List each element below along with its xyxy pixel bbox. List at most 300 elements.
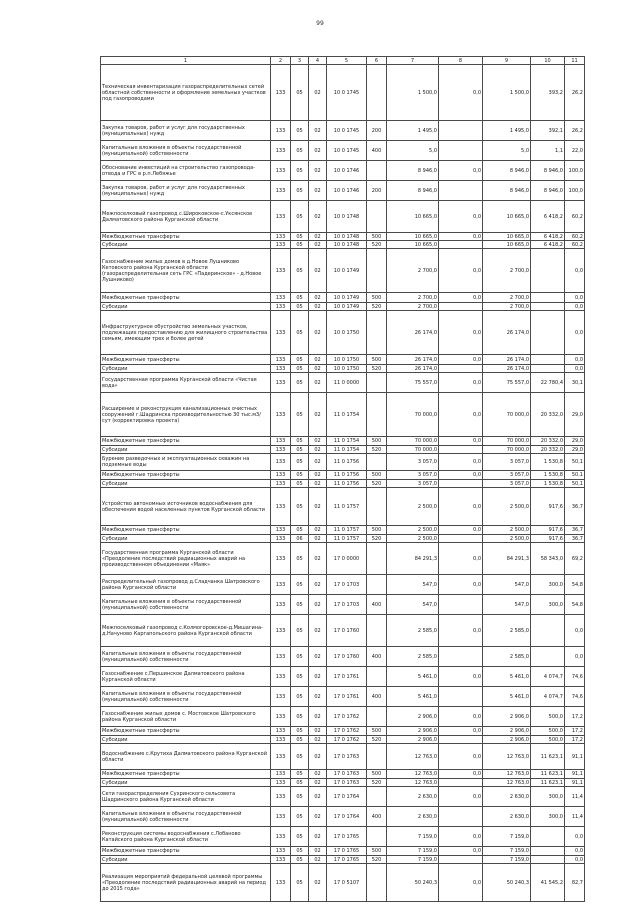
cell-section: 05 — [291, 181, 309, 201]
header-cell: 11 — [565, 57, 585, 65]
cell-target: 11 0 1754 — [327, 393, 367, 437]
cell-expense-type — [367, 201, 387, 233]
cell-percent: 50,1 — [565, 471, 585, 480]
cell-target: 11 0 1757 — [327, 488, 367, 526]
cell-executed — [531, 365, 565, 373]
cell-change — [439, 647, 483, 667]
cell-executed: 917,6 — [531, 535, 565, 543]
cell-change: 0,0 — [439, 847, 483, 856]
cell-target: 11 0 1756 — [327, 471, 367, 480]
cell-change: 0,0 — [439, 355, 483, 365]
cell-name: Капитальные вложения в объекты государственной (муниципальной) собственности — [101, 595, 271, 615]
cell-section: 05 — [291, 355, 309, 365]
cell-percent: 22,0 — [565, 141, 585, 161]
cell-expense-type — [367, 667, 387, 687]
cell-percent: 0,0 — [565, 615, 585, 647]
cell-admin: 133 — [271, 543, 291, 575]
cell-plan: 3 057,0 — [483, 454, 531, 471]
cell-expense-type: 500 — [367, 526, 387, 535]
cell-plan: 2 630,0 — [483, 787, 531, 807]
cell-target: 11 0 1754 — [327, 446, 367, 454]
cell-admin: 133 — [271, 687, 291, 707]
cell-subsection: 02 — [309, 736, 327, 744]
cell-expense-type: 520 — [367, 779, 387, 787]
cell-change: 0,0 — [439, 201, 483, 233]
cell-section: 05 — [291, 687, 309, 707]
cell-executed: 393,2 — [531, 65, 565, 121]
table-row — [101, 575, 585, 595]
cell-executed: 500,0 — [531, 736, 565, 744]
cell-section: 05 — [291, 161, 309, 181]
cell-executed — [531, 827, 565, 847]
cell-name: Государственная программа Курганской области «Преодоление последствий радиационных аварий на производственном объединении «Маяк» — [101, 543, 271, 575]
table-row — [101, 787, 585, 807]
cell-admin: 133 — [271, 647, 291, 667]
cell-plan: 70 000,0 — [483, 446, 531, 454]
cell-plan: 8 946,0 — [483, 181, 531, 201]
cell-approved: 8 946,0 — [387, 161, 439, 181]
cell-change: 0,0 — [439, 373, 483, 393]
cell-target: 17 0 1760 — [327, 647, 367, 667]
cell-name: Бурение разведочных и эксплуатационных скважин на подземные воды — [101, 454, 271, 471]
cell-change: 0,0 — [439, 864, 483, 902]
cell-plan: 70 000,0 — [483, 437, 531, 446]
cell-percent: 11,4 — [565, 787, 585, 807]
cell-approved: 26 174,0 — [387, 365, 439, 373]
table-row — [101, 365, 585, 373]
cell-target: 17 0 5107 — [327, 864, 367, 902]
cell-admin: 133 — [271, 770, 291, 779]
cell-percent: 36,7 — [565, 535, 585, 543]
cell-percent: 0,0 — [565, 827, 585, 847]
cell-approved: 12 763,0 — [387, 779, 439, 787]
cell-admin: 133 — [271, 437, 291, 446]
cell-section: 05 — [291, 770, 309, 779]
cell-admin: 133 — [271, 480, 291, 488]
cell-approved: 70 000,0 — [387, 393, 439, 437]
cell-plan: 2 500,0 — [483, 526, 531, 535]
cell-subsection: 02 — [309, 373, 327, 393]
cell-approved: 3 057,0 — [387, 471, 439, 480]
table-row — [101, 373, 585, 393]
table-row — [101, 864, 585, 902]
cell-expense-type: 200 — [367, 121, 387, 141]
cell-admin: 133 — [271, 827, 291, 847]
cell-name: Межбюджетные трансферты — [101, 847, 271, 856]
cell-executed: 300,0 — [531, 575, 565, 595]
cell-percent: 74,6 — [565, 687, 585, 707]
cell-expense-type: 520 — [367, 365, 387, 373]
cell-name: Межбюджетные трансферты — [101, 293, 271, 303]
cell-change: 0,0 — [439, 249, 483, 293]
cell-name: Межбюджетные трансферты — [101, 437, 271, 446]
cell-admin: 133 — [271, 667, 291, 687]
header-cell: 6 — [367, 57, 387, 65]
table-row — [101, 65, 585, 121]
cell-plan: 2 585,0 — [483, 615, 531, 647]
cell-change — [439, 480, 483, 488]
cell-percent: 30,1 — [565, 373, 585, 393]
cell-name: Техническая инвентаризация газораспределительных сетей областной собственности и оформление земельных участков под газопроводами — [101, 65, 271, 121]
table-row — [101, 535, 585, 543]
cell-admin: 133 — [271, 787, 291, 807]
cell-admin: 133 — [271, 779, 291, 787]
cell-approved: 2 906,0 — [387, 707, 439, 727]
cell-change — [439, 595, 483, 615]
cell-change: 0,0 — [439, 727, 483, 736]
cell-target: 11 0 1754 — [327, 437, 367, 446]
cell-percent: 0,0 — [565, 355, 585, 365]
cell-name: Межбюджетные трансферты — [101, 355, 271, 365]
cell-change — [439, 365, 483, 373]
cell-executed: 41 545,2 — [531, 864, 565, 902]
cell-section: 05 — [291, 615, 309, 647]
cell-plan: 75 557,0 — [483, 373, 531, 393]
cell-subsection: 02 — [309, 787, 327, 807]
table-row — [101, 454, 585, 471]
cell-admin: 133 — [271, 355, 291, 365]
cell-plan: 50 240,3 — [483, 864, 531, 902]
cell-name: Межбюджетные трансферты — [101, 471, 271, 480]
cell-expense-type — [367, 707, 387, 727]
cell-section: 05 — [291, 311, 309, 355]
cell-change: 0,0 — [439, 787, 483, 807]
cell-percent: 29,0 — [565, 437, 585, 446]
cell-name: Газоснабжение жилых домов с. Мостовское Шатровского района Курганской области — [101, 707, 271, 727]
cell-approved: 3 057,0 — [387, 480, 439, 488]
cell-subsection: 02 — [309, 454, 327, 471]
cell-admin: 133 — [271, 615, 291, 647]
table-row — [101, 736, 585, 744]
cell-name: Обоснование инвестиций на строительство газопровода-отвода и ГРС в р.п.Лебяжье — [101, 161, 271, 181]
cell-approved: 2 700,0 — [387, 303, 439, 311]
cell-percent: 0,0 — [565, 303, 585, 311]
cell-approved: 3 057,0 — [387, 454, 439, 471]
cell-executed: 8 946,0 — [531, 161, 565, 181]
cell-name: Субсидии — [101, 535, 271, 543]
cell-section: 05 — [291, 847, 309, 856]
cell-subsection: 02 — [309, 293, 327, 303]
cell-subsection: 02 — [309, 480, 327, 488]
cell-subsection: 02 — [309, 543, 327, 575]
cell-target: 10 0 1748 — [327, 201, 367, 233]
cell-expense-type — [367, 744, 387, 770]
cell-plan: 12 763,0 — [483, 770, 531, 779]
cell-executed: 6 418,2 — [531, 233, 565, 241]
cell-executed — [531, 615, 565, 647]
header-row — [101, 57, 585, 65]
cell-expense-type — [367, 311, 387, 355]
cell-expense-type — [367, 615, 387, 647]
table-row — [101, 770, 585, 779]
cell-plan: 12 763,0 — [483, 779, 531, 787]
cell-target: 11 0 1757 — [327, 535, 367, 543]
cell-expense-type — [367, 65, 387, 121]
cell-target: 17 0 0000 — [327, 543, 367, 575]
cell-target: 10 0 1750 — [327, 365, 367, 373]
cell-name: Инфраструктурное обустройство земельных участков, подлежащих предоставлению для жилищного строительства семьям, имеющим трех и более детей — [101, 311, 271, 355]
cell-expense-type — [367, 488, 387, 526]
cell-change: 0,0 — [439, 543, 483, 575]
cell-expense-type: 520 — [367, 303, 387, 311]
cell-expense-type: 500 — [367, 770, 387, 779]
cell-subsection: 02 — [309, 365, 327, 373]
cell-expense-type — [367, 827, 387, 847]
cell-admin: 133 — [271, 575, 291, 595]
cell-subsection: 02 — [309, 807, 327, 827]
cell-subsection: 02 — [309, 707, 327, 727]
cell-name: Субсидии — [101, 303, 271, 311]
table-row — [101, 355, 585, 365]
cell-target: 10 0 1745 — [327, 141, 367, 161]
cell-section: 05 — [291, 744, 309, 770]
cell-change: 0,0 — [439, 526, 483, 535]
header-cell: 9 — [483, 57, 531, 65]
cell-approved: 5 461,0 — [387, 687, 439, 707]
table-row — [101, 303, 585, 311]
cell-section: 05 — [291, 121, 309, 141]
cell-plan: 547,0 — [483, 595, 531, 615]
cell-plan: 2 585,0 — [483, 647, 531, 667]
cell-plan: 3 057,0 — [483, 471, 531, 480]
cell-expense-type — [367, 575, 387, 595]
cell-subsection: 02 — [309, 201, 327, 233]
table-row — [101, 241, 585, 249]
cell-percent: 74,6 — [565, 667, 585, 687]
cell-section: 05 — [291, 373, 309, 393]
table-row — [101, 293, 585, 303]
cell-executed: 1 530,8 — [531, 480, 565, 488]
cell-subsection: 02 — [309, 727, 327, 736]
cell-subsection: 02 — [309, 311, 327, 355]
cell-admin: 133 — [271, 233, 291, 241]
cell-executed — [531, 311, 565, 355]
cell-name: Распределительный газопровод д.Сладчанка Шатровского района Курганской области — [101, 575, 271, 595]
cell-percent: 26,2 — [565, 65, 585, 121]
table-row — [101, 201, 585, 233]
cell-section: 05 — [291, 827, 309, 847]
cell-admin: 133 — [271, 807, 291, 827]
cell-approved: 84 291,3 — [387, 543, 439, 575]
cell-subsection: 02 — [309, 827, 327, 847]
cell-section: 05 — [291, 707, 309, 727]
cell-target: 11 0 0000 — [327, 373, 367, 393]
table-row — [101, 446, 585, 454]
cell-subsection: 02 — [309, 471, 327, 480]
cell-percent: 91,1 — [565, 770, 585, 779]
cell-name: Межбюджетные трансферты — [101, 727, 271, 736]
table-row — [101, 827, 585, 847]
cell-admin: 133 — [271, 535, 291, 543]
cell-percent: 100,0 — [565, 181, 585, 201]
cell-change: 0,0 — [439, 161, 483, 181]
cell-target: 10 0 1746 — [327, 161, 367, 181]
cell-expense-type — [367, 454, 387, 471]
cell-expense-type: 500 — [367, 727, 387, 736]
cell-expense-type: 500 — [367, 355, 387, 365]
cell-admin: 133 — [271, 365, 291, 373]
cell-expense-type: 520 — [367, 241, 387, 249]
cell-target: 17 0 1762 — [327, 736, 367, 744]
cell-target: 10 0 1748 — [327, 233, 367, 241]
budget-table — [100, 56, 585, 902]
table-row — [101, 807, 585, 827]
cell-name: Закупка товаров, работ и услуг для государственных (муниципальных) нужд — [101, 181, 271, 201]
cell-percent: 50,1 — [565, 480, 585, 488]
cell-approved: 2 630,0 — [387, 807, 439, 827]
table-row — [101, 526, 585, 535]
cell-section: 05 — [291, 141, 309, 161]
cell-change — [439, 181, 483, 201]
cell-subsection: 02 — [309, 744, 327, 770]
cell-approved: 2 500,0 — [387, 488, 439, 526]
cell-approved: 2 500,0 — [387, 526, 439, 535]
header-cell: 3 — [291, 57, 309, 65]
cell-approved: 547,0 — [387, 595, 439, 615]
cell-expense-type — [367, 864, 387, 902]
table-row — [101, 543, 585, 575]
cell-subsection: 02 — [309, 446, 327, 454]
cell-plan: 7 159,0 — [483, 847, 531, 856]
cell-approved: 26 174,0 — [387, 355, 439, 365]
cell-admin: 133 — [271, 526, 291, 535]
cell-change — [439, 535, 483, 543]
cell-section: 05 — [291, 727, 309, 736]
cell-section: 06 — [291, 535, 309, 543]
cell-percent: 0,0 — [565, 365, 585, 373]
cell-plan: 2 906,0 — [483, 707, 531, 727]
cell-plan: 5,0 — [483, 141, 531, 161]
cell-executed: 1,1 — [531, 141, 565, 161]
cell-name: Реализация мероприятий федеральной целевой программы «Преодоление последствий радиационных аварий на период до 2015 года» — [101, 864, 271, 902]
cell-expense-type: 500 — [367, 471, 387, 480]
table-row — [101, 311, 585, 355]
table-row — [101, 141, 585, 161]
cell-plan: 26 174,0 — [483, 355, 531, 365]
cell-section: 05 — [291, 303, 309, 311]
cell-approved: 8 946,0 — [387, 181, 439, 201]
cell-subsection: 02 — [309, 595, 327, 615]
cell-approved: 7 159,0 — [387, 827, 439, 847]
cell-executed — [531, 856, 565, 864]
cell-executed — [531, 355, 565, 365]
cell-name: Расширение и реконструкция канализационных очистных сооружений г.Шадринска производительностью 30 тыс.м3/сут (корректировка проекта) — [101, 393, 271, 437]
cell-target: 17 0 1761 — [327, 667, 367, 687]
cell-section: 05 — [291, 365, 309, 373]
cell-approved: 10 665,0 — [387, 233, 439, 241]
cell-target: 17 0 1763 — [327, 744, 367, 770]
cell-plan: 10 665,0 — [483, 241, 531, 249]
table-row — [101, 687, 585, 707]
cell-name: Межпоселковый газопровод с.Широковское-с.Уксянское Далматовского района Курганской области — [101, 201, 271, 233]
cell-admin: 133 — [271, 727, 291, 736]
cell-expense-type: 500 — [367, 293, 387, 303]
cell-admin: 133 — [271, 393, 291, 437]
cell-approved: 2 585,0 — [387, 647, 439, 667]
cell-percent: 29,0 — [565, 393, 585, 437]
cell-name: Сети газораспределения Сухринского сельсовета Шадринского района Курганской области — [101, 787, 271, 807]
cell-plan: 2 500,0 — [483, 535, 531, 543]
cell-section: 05 — [291, 667, 309, 687]
cell-target: 10 0 1750 — [327, 311, 367, 355]
cell-executed: 500,0 — [531, 727, 565, 736]
cell-change: 0,0 — [439, 311, 483, 355]
cell-name: Субсидии — [101, 736, 271, 744]
cell-admin: 133 — [271, 856, 291, 864]
cell-name: Закупка товаров, работ и услуг для государственных (муниципальных) нужд — [101, 121, 271, 141]
cell-plan: 2 630,0 — [483, 807, 531, 827]
cell-target: 17 0 1764 — [327, 807, 367, 827]
cell-section: 05 — [291, 595, 309, 615]
cell-expense-type: 500 — [367, 437, 387, 446]
cell-executed: 11 623,1 — [531, 744, 565, 770]
cell-subsection: 02 — [309, 615, 327, 647]
cell-target: 17 0 1765 — [327, 856, 367, 864]
cell-target: 10 0 1750 — [327, 355, 367, 365]
cell-admin: 133 — [271, 293, 291, 303]
cell-target: 10 0 1748 — [327, 241, 367, 249]
cell-change: 0,0 — [439, 575, 483, 595]
cell-executed: 500,0 — [531, 707, 565, 727]
cell-expense-type: 520 — [367, 736, 387, 744]
cell-change: 0,0 — [439, 744, 483, 770]
table-row — [101, 249, 585, 293]
cell-plan: 1 495,0 — [483, 121, 531, 141]
cell-name: Капитальные вложения в объекты государственной (муниципальной) собственности — [101, 807, 271, 827]
cell-expense-type: 200 — [367, 181, 387, 201]
cell-percent: 11,4 — [565, 807, 585, 827]
table-row — [101, 233, 585, 241]
cell-approved: 50 240,3 — [387, 864, 439, 902]
cell-subsection: 02 — [309, 856, 327, 864]
cell-admin: 133 — [271, 249, 291, 293]
cell-section: 05 — [291, 488, 309, 526]
cell-expense-type: 400 — [367, 595, 387, 615]
cell-name: Государственная программа Курганской области «Чистая вода» — [101, 373, 271, 393]
cell-admin: 133 — [271, 65, 291, 121]
cell-admin: 133 — [271, 311, 291, 355]
cell-target: 10 0 1746 — [327, 181, 367, 201]
cell-admin: 133 — [271, 303, 291, 311]
cell-plan: 70 000,0 — [483, 393, 531, 437]
page-number: 99 — [316, 20, 324, 27]
cell-approved: 75 557,0 — [387, 373, 439, 393]
cell-target: 17 0 1760 — [327, 615, 367, 647]
header-cell: 4 — [309, 57, 327, 65]
cell-percent: 69,2 — [565, 543, 585, 575]
cell-admin: 133 — [271, 446, 291, 454]
cell-target: 11 0 1757 — [327, 526, 367, 535]
cell-section: 05 — [291, 201, 309, 233]
cell-subsection: 02 — [309, 141, 327, 161]
cell-admin: 133 — [271, 595, 291, 615]
cell-name: Газоснабжение жилых домов в д.Новое Лушниково Кетовского района Курганской области (газораспределительная сеть ГРС «Падеринское» - д.Новое Лушниково) — [101, 249, 271, 293]
cell-expense-type: 500 — [367, 847, 387, 856]
cell-subsection: 02 — [309, 393, 327, 437]
cell-admin: 133 — [271, 373, 291, 393]
cell-name: Межбюджетные трансферты — [101, 233, 271, 241]
cell-change — [439, 779, 483, 787]
cell-executed — [531, 249, 565, 293]
cell-section: 05 — [291, 480, 309, 488]
cell-name: Межбюджетные трансферты — [101, 526, 271, 535]
cell-subsection: 02 — [309, 233, 327, 241]
cell-executed: 917,6 — [531, 488, 565, 526]
cell-expense-type: 520 — [367, 856, 387, 864]
cell-section: 05 — [291, 575, 309, 595]
cell-section: 05 — [291, 241, 309, 249]
table-row — [101, 707, 585, 727]
